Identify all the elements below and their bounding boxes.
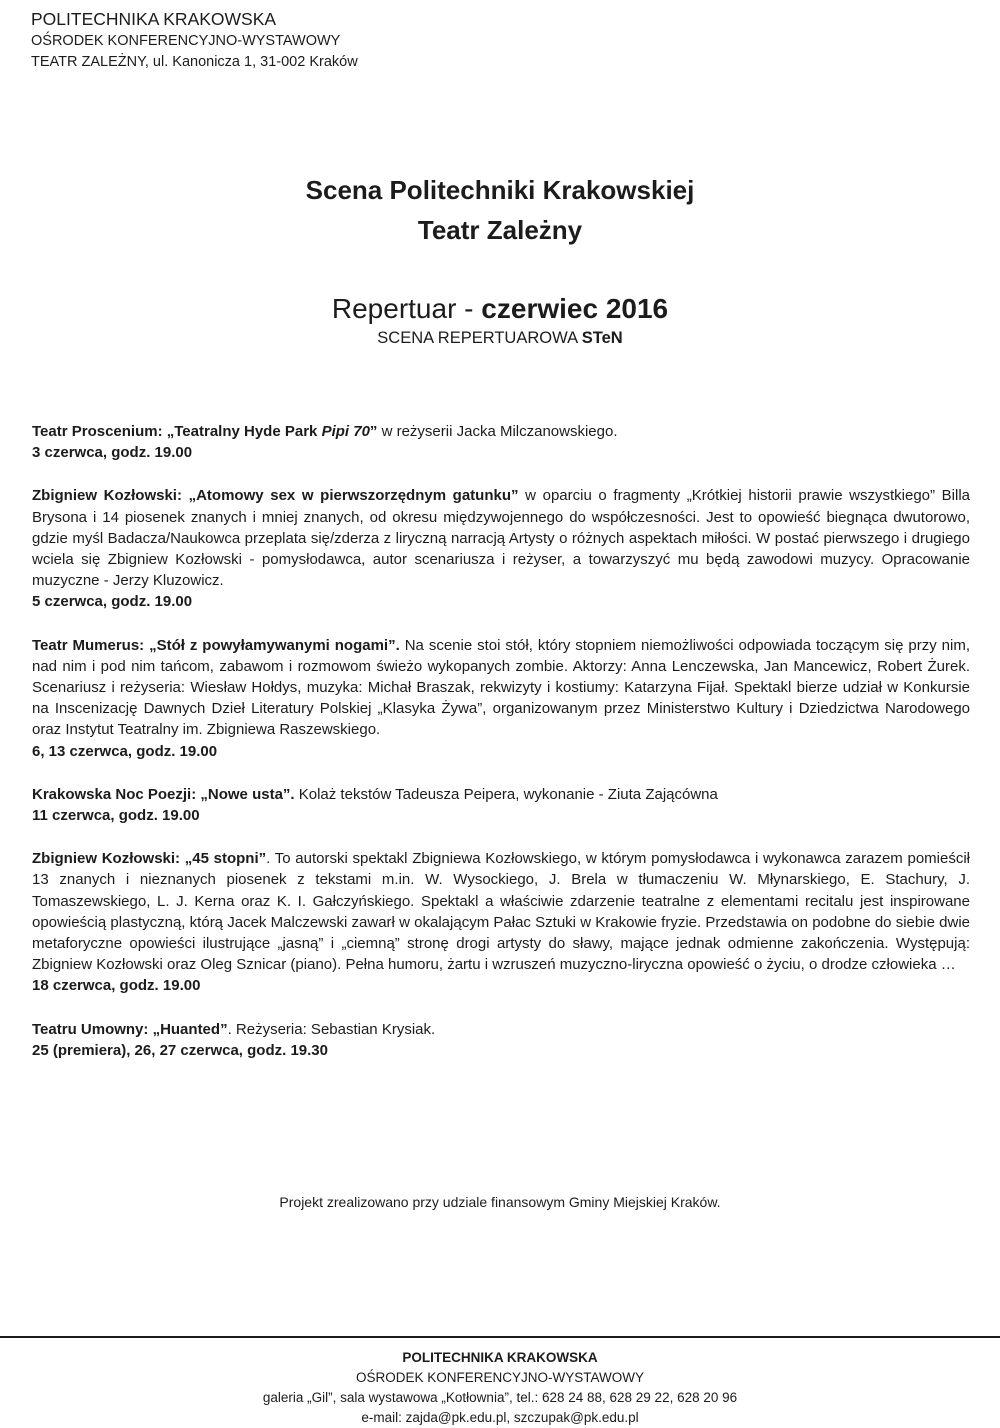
entry-description: Kolaż tekstów Tadeusza Peipera, wykonanie - Ziuta Zającówna	[294, 785, 718, 803]
entry-title: Teatr Mumerus: „Stół z powyłamywanymi nogami”.	[32, 636, 400, 654]
entry-title: Teatr Proscenium: „Teatralny Hyde Park	[32, 423, 322, 440]
entry-title: Zbigniew Kozłowski: „45 stopni”	[32, 850, 267, 868]
repertoire-entry	[32, 848, 970, 996]
footer-department: OŚRODEK KONFERENCYJNO-WYSTAWOWY	[355, 1370, 644, 1385]
repertoire-entry	[32, 485, 970, 612]
entry-dates: 11 czerwca, godz. 19.00	[32, 807, 200, 825]
footer-gallery-phones: galeria „Gil”, sala wystawowa „Kotłownia”, tel.: 628 24 88, 628 29 22, 628 20 96	[262, 1390, 738, 1405]
entry-description: Na scenie stoi stół, który stopniem niemożliwości odpowiada toczącym się przy nim, nad nim i pod nim tańcom, zabawom i rozmowom świeżo wykopanych zombie. Aktorzy: Anna Lenczewska, Jan Mancewicz, Robert Żurek. Scenariusz i reżyseria: Wiesław Hołdys, muzyka: Michał Braszak, rekwizyty i kostiumy: Katarzyna Fijał. Spektakl bierze udział w Konkursie na Inscenizację Dawnych Dzieł Literatury Polskiej „Klasyka Żywa”, organizowanym przez Ministerstwo Kultury i Dziedzictwa Narodowego oraz Instytut Teatralny im. Zbigniewa Raszewskiego.	[32, 636, 970, 739]
funding-note: Projekt zrealizowano przy udziale finansowym Gminy Miejskiej Kraków.	[279, 1194, 721, 1210]
repertoire-title-prefix: Repertuar -	[331, 293, 482, 324]
footer-institution: POLITECHNIKA KRAKOWSKA	[402, 1350, 598, 1365]
entry-description: w reżyserii Jacka Milczanowskiego.	[377, 423, 618, 440]
footer	[0, 1348, 1000, 1428]
repertoire-entry	[32, 784, 970, 826]
entry-title-end: ”	[369, 423, 378, 440]
stage-subtitle-prefix: SCENA REPERTUAROWA	[377, 329, 582, 347]
entry-title: Teatru Umowny: „Huanted”	[32, 1020, 228, 1038]
footer-divider	[0, 1336, 1000, 1338]
letterhead-institution: POLITECHNIKA KRAKOWSKA	[31, 9, 277, 29]
entry-description: . Reżyseria: Sebastian Krysiak.	[227, 1020, 436, 1038]
stage-subtitle	[0, 326, 1000, 350]
repertoire-entry	[32, 635, 970, 762]
entry-title: Zbigniew Kozłowski: „Atomowy sex w pierwszorzędnym gatunku”	[32, 487, 519, 505]
entry-dates: 18 czerwca, godz. 19.00	[32, 977, 201, 995]
page-title-line1: Scena Politechniki Krakowskiej	[305, 175, 695, 205]
entry-dates: 25 (premiera), 26, 27 czerwca, godz. 19.30	[32, 1041, 328, 1059]
letterhead-address: TEATR ZALEŻNY, ul. Kanonicza 1, 31-002 Kraków	[31, 54, 358, 70]
repertoire-entry	[32, 421, 970, 463]
repertoire-list	[32, 421, 970, 1083]
entry-description: . To autorski spektakl Zbigniewa Kozłowskiego, w którym pomysłodawca i wykonawca zarazem pomieścił 13 znanych i nieznanych piosenek z tekstami m.in. W. Wysockiego, J. Brela w tłumaczeniu W. Młynarskiego, E. Stachury, J. Tomaszewskiego, L. J. Kerna oraz K. I. Gałczyńskiego. Spektakl a właściwie zdarzenie teatralne z elementami recitalu jest inspirowane opowieścią plastyczną, którą Jacek Malczewski zawarł w okalającym Pałac Sztuki w Krakowie fryzie. Przedstawia on podobne do siebie dwie metaforyczne opowieści ilustrujące „jasną” i „ciemną” stronę drogi artysty do sławy, mające jednak odmienne zakończenia. Występują: Zbigniew Kozłowski oraz Oleg Sznicar (piano). Pełna humoru, żartu i wzruszeń muzyczno-liryczna opowieść o życiu, o drodze człowieka …	[32, 850, 971, 974]
entry-description: w oparciu o fragmenty „Krótkiej historii prawie wszystkiego” Billa Brysona i 14 piosenek znanych i mniej znanych, od okresu międzywojennego do współczesności. Jest to opowieść biegnąca dwutorowo, gdzie myśl Badacza/Naukowca przeplata się/zderza z liryczną narracją Artysty o różnych aspektach miłości. W postać pierwszego i drugiego wciela się Zbigniew Kozłowski - pomysłodawca, autor scenariusza i reżyser, a towarzyszyć mu będą zawodowi muzycy. Opracowanie muzyczne - Jerzy Kluzowicz.	[32, 487, 970, 590]
repertoire-entry	[32, 1019, 970, 1061]
entry-dates: 6, 13 czerwca, godz. 19.00	[32, 742, 218, 760]
letterhead	[31, 7, 358, 73]
entry-dates: 3 czerwca, godz. 19.00	[32, 444, 193, 462]
page-title-line2: Teatr Zależny	[417, 215, 583, 245]
footer-emails: e-mail: zajda@pk.edu.pl, szczupak@pk.edu.pl	[361, 1410, 639, 1425]
letterhead-department: OŚRODEK KONFERENCYJNO-WYSTAWOWY	[31, 33, 341, 49]
repertoire-title-month: czerwiec 2016	[481, 293, 669, 324]
title-block	[0, 170, 1000, 350]
stage-subtitle-name: STeN	[581, 329, 623, 347]
entry-dates: 5 czerwca, godz. 19.00	[32, 593, 193, 611]
entry-title: Krakowska Noc Poezji: „Nowe usta”.	[32, 785, 295, 803]
entry-title-italic: Pipi 70	[321, 423, 370, 440]
repertoire-title	[0, 292, 1000, 326]
